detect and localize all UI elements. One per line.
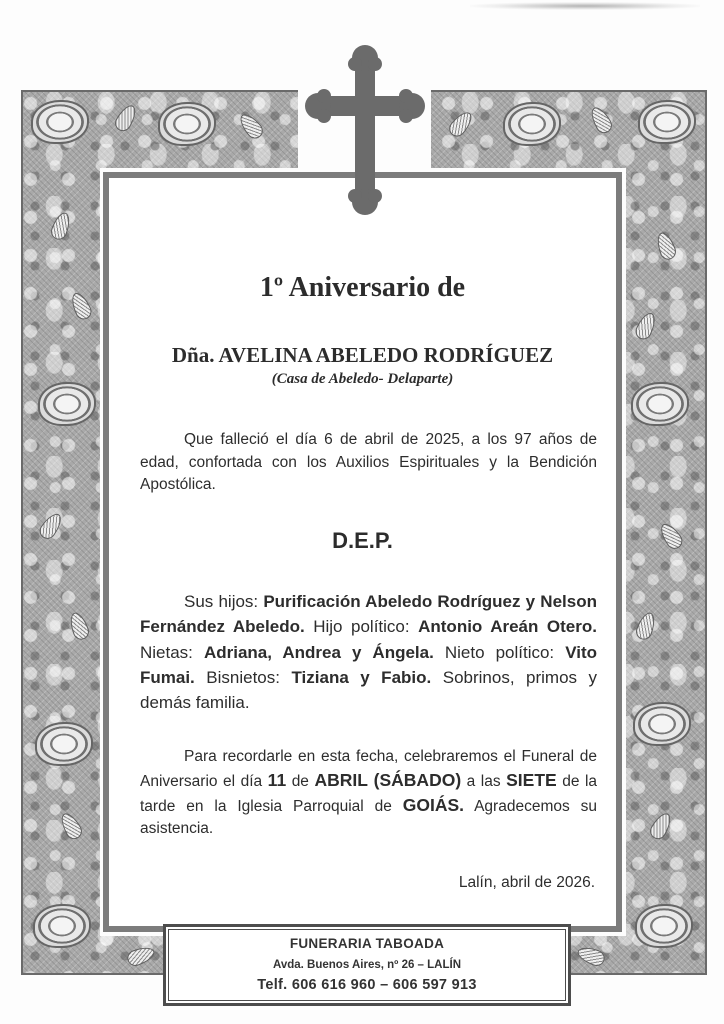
nieto-politico-label: Nieto político: xyxy=(444,642,555,662)
nieto-politico-name: Vito Fumai. xyxy=(140,642,597,687)
other-family: Sobrinos, primos y demás familia. xyxy=(140,667,598,713)
family-paragraph xyxy=(140,589,597,715)
leaf-ornament xyxy=(656,520,685,552)
leaf-ornament xyxy=(575,944,607,969)
leaf-ornament xyxy=(654,230,679,262)
hijos-names: Purificación Abeledo Rodríguez y Nelson Fernández Abeledo. xyxy=(140,592,597,637)
hijos-label: Sus hijos: xyxy=(184,592,259,611)
leaf-ornament xyxy=(587,104,615,136)
mass-middle: de la tarde en la Iglesia Parroquial de xyxy=(140,772,598,815)
funeral-home-box xyxy=(163,924,571,1006)
rose-ornament xyxy=(35,722,93,766)
mass-paragraph xyxy=(140,746,597,841)
mass-church: GOIÁS. xyxy=(402,794,465,815)
mass-a-las: a las xyxy=(466,772,501,790)
hijo-politico-label: Hijo político: xyxy=(313,617,410,637)
funeral-home-name: FUNERARIA TABOADA xyxy=(289,936,445,951)
nietas-names: Adriana, Andrea y Ángela. xyxy=(203,642,434,662)
dep-heading: D.E.P. xyxy=(332,528,393,553)
hijo-politico-name: Antonio Areán Otero. xyxy=(418,617,597,637)
leaf-ornament xyxy=(67,610,92,642)
bisnietos-label: Bisnietos: xyxy=(206,667,280,687)
leaf-ornament xyxy=(647,810,675,842)
mass-day: 11 xyxy=(267,769,287,790)
leaf-ornament xyxy=(236,110,266,142)
nietas-label: Nietas: xyxy=(140,642,193,662)
bisnietos-names: Tiziana y Fabio. xyxy=(291,667,432,687)
rose-ornament xyxy=(635,904,693,948)
rose-ornament xyxy=(631,382,689,426)
funeral-home-phones: Telf. 606 616 960 – 606 597 913 xyxy=(257,977,477,993)
leaf-ornament xyxy=(446,108,476,140)
place-date: Lalín, abril de 2026. xyxy=(458,874,595,891)
budded-cross-icon xyxy=(305,44,425,216)
funeral-home-address: Avda. Buenos Aires, nº 26 – LALÍN xyxy=(272,959,462,971)
rose-ornament xyxy=(638,100,696,144)
mass-month-weekday: ABRIL (SÁBADO) xyxy=(314,769,462,790)
mass-intro: Para recordarle en esta fecha, celebraremos el Funeral de Aniversario el día xyxy=(140,748,597,790)
death-text: Que falleció el día 6 de abril de 2025, a los 97 años de edad, confortada con los Auxilios Espirituales y la Bendición Apostólica. xyxy=(140,431,597,493)
deceased-name: Dña. AVELINA ABELEDO RODRÍGUEZ xyxy=(171,343,554,367)
leaf-ornament xyxy=(57,810,85,842)
leaf-ornament xyxy=(125,944,157,969)
rose-ornament xyxy=(31,100,89,144)
mass-hour: SIETE xyxy=(506,769,557,790)
rose-ornament xyxy=(38,382,96,426)
leaf-ornament xyxy=(36,510,65,542)
leaf-ornament xyxy=(68,290,94,322)
mass-de: de xyxy=(291,772,309,790)
leaf-ornament xyxy=(633,310,659,342)
anniversary-title: 1º Aniversario de xyxy=(259,272,466,303)
leaf-ornament xyxy=(634,610,659,642)
rose-ornament xyxy=(33,904,91,948)
death-paragraph xyxy=(140,429,597,497)
house-name: (Casa de Abeledo- Delaparte) xyxy=(271,371,454,387)
leaf-ornament xyxy=(112,102,140,134)
scan-edge-shadow xyxy=(470,2,700,10)
mass-thanks: Agradecemos su asistencia. xyxy=(140,797,598,838)
rose-ornament xyxy=(158,102,216,146)
funeral-home-inner xyxy=(168,929,566,1001)
rose-ornament xyxy=(503,102,561,146)
leaf-ornament xyxy=(49,210,74,242)
rose-ornament xyxy=(633,702,691,746)
